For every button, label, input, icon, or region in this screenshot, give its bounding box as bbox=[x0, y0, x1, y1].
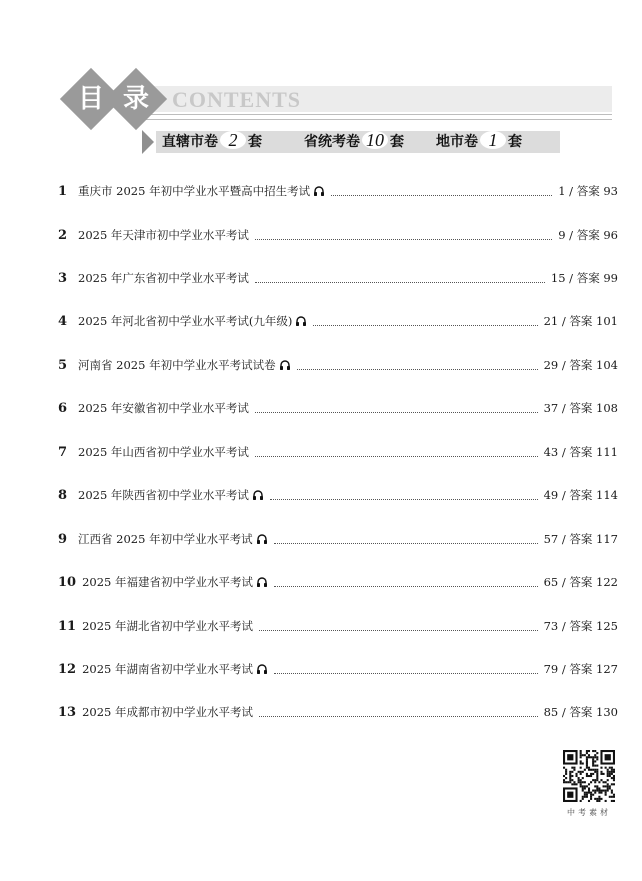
toc-title: 2025 年陕西省初中学业水平考试 bbox=[78, 488, 249, 502]
subtitle-prefix: 地市卷 bbox=[436, 134, 478, 150]
headphones-icon bbox=[279, 359, 291, 371]
toc-entry[interactable] bbox=[58, 658, 618, 680]
qr-code-icon bbox=[563, 750, 615, 802]
headphones-icon bbox=[313, 185, 325, 197]
toc-title: 2025 年山西省初中学业水平考试 bbox=[78, 445, 249, 459]
toc-leader bbox=[331, 187, 552, 196]
toc-leader bbox=[255, 448, 538, 457]
toc-leader bbox=[255, 404, 538, 413]
toc-number: 6 bbox=[58, 400, 68, 416]
toc-entry[interactable] bbox=[58, 354, 618, 376]
toc-entry[interactable] bbox=[58, 310, 618, 332]
toc-page: 29 / 答案 104 bbox=[543, 358, 618, 372]
toc-leader bbox=[297, 361, 538, 370]
toc-entry[interactable] bbox=[58, 397, 618, 419]
toc-page: 85 / 答案 130 bbox=[543, 705, 618, 719]
toc-number: 7 bbox=[58, 444, 68, 460]
toc-entry[interactable] bbox=[58, 528, 618, 550]
arrow-icon bbox=[142, 130, 154, 154]
headphones-icon bbox=[256, 533, 268, 545]
toc-entry[interactable] bbox=[58, 615, 618, 637]
toc-leader bbox=[255, 231, 552, 240]
subtitle-city bbox=[430, 131, 560, 153]
toc-page: 15 / 答案 99 bbox=[550, 271, 618, 285]
subtitle-prefix: 省统考卷 bbox=[304, 134, 360, 150]
qr-caption: 中考素材 bbox=[567, 808, 611, 817]
toc-entry[interactable] bbox=[58, 267, 618, 289]
headphones-icon bbox=[295, 315, 307, 327]
toc-page: 9 / 答案 96 bbox=[558, 228, 618, 242]
headphones-icon bbox=[256, 576, 268, 588]
toc-leader bbox=[270, 491, 538, 500]
toc-title: 2025 年成都市初中学业水平考试 bbox=[82, 705, 254, 719]
toc-title: 重庆市 2025 年初中学业水平暨高中招生考试 bbox=[78, 184, 311, 198]
title-char-1: 目 bbox=[77, 84, 104, 114]
toc-leader bbox=[259, 622, 538, 631]
toc-page: 49 / 答案 114 bbox=[543, 488, 618, 502]
headphones-icon bbox=[256, 663, 268, 675]
contents-word: CONTENTS bbox=[172, 87, 302, 112]
toc-title: 2025 年河北省初中学业水平考试(九年级) bbox=[78, 314, 293, 328]
toc-number: 9 bbox=[58, 531, 68, 547]
toc-number: 10 bbox=[58, 574, 77, 590]
toc-number: 1 bbox=[58, 183, 68, 199]
toc-page: 37 / 答案 108 bbox=[543, 401, 618, 415]
toc-entry[interactable] bbox=[58, 441, 618, 463]
toc-title: 2025 年广东省初中学业水平考试 bbox=[78, 271, 249, 285]
subtitle-row bbox=[142, 130, 562, 154]
toc-title: 2025 年湖北省初中学业水平考试 bbox=[82, 619, 254, 633]
toc-number: 4 bbox=[58, 313, 68, 329]
subtitle-number: 1 bbox=[480, 131, 506, 149]
subtitle-suffix: 套 bbox=[390, 134, 404, 150]
toc-leader bbox=[274, 535, 538, 544]
toc-leader bbox=[274, 665, 538, 674]
toc-page: 65 / 答案 122 bbox=[543, 575, 618, 589]
toc-entry[interactable] bbox=[58, 701, 618, 723]
toc-leader bbox=[259, 708, 538, 717]
subtitle-prefix: 直辖市卷 bbox=[162, 134, 218, 150]
subtitle-number: 2 bbox=[220, 131, 246, 149]
subtitle-suffix: 套 bbox=[248, 134, 262, 150]
toc-entry[interactable] bbox=[58, 180, 618, 202]
toc-leader bbox=[313, 317, 537, 326]
toc-page: 1 / 答案 93 bbox=[558, 184, 618, 198]
toc-entry[interactable] bbox=[58, 571, 618, 593]
toc-page: 21 / 答案 101 bbox=[543, 314, 618, 328]
toc-title: 2025 年福建省初中学业水平考试 bbox=[82, 575, 254, 589]
toc-page: 73 / 答案 125 bbox=[543, 619, 618, 633]
headphones-icon bbox=[252, 489, 264, 501]
subtitle-municipal bbox=[156, 131, 300, 153]
toc-leader bbox=[274, 578, 538, 587]
toc-page: 79 / 答案 127 bbox=[543, 662, 618, 676]
header-rule bbox=[128, 114, 612, 120]
toc-page: 43 / 答案 111 bbox=[543, 445, 618, 459]
title-char-2: 录 bbox=[122, 84, 149, 114]
subtitle-suffix: 套 bbox=[508, 134, 522, 150]
subtitle-provincial bbox=[298, 131, 430, 153]
toc-title: 河南省 2025 年初中学业水平考试试卷 bbox=[78, 358, 276, 372]
toc-number: 3 bbox=[58, 270, 68, 286]
toc-page: 57 / 答案 117 bbox=[543, 532, 618, 546]
toc-title: 江西省 2025 年初中学业水平考试 bbox=[78, 532, 253, 546]
toc-number: 13 bbox=[58, 704, 77, 720]
subtitle-number: 10 bbox=[362, 131, 388, 149]
toc-title: 2025 年天津市初中学业水平考试 bbox=[78, 228, 249, 242]
toc-number: 11 bbox=[58, 618, 77, 634]
toc-leader bbox=[255, 274, 545, 283]
toc-title: 2025 年安徽省初中学业水平考试 bbox=[78, 401, 249, 415]
toc-entry[interactable] bbox=[58, 484, 618, 506]
toc-number: 2 bbox=[58, 227, 68, 243]
toc-entry[interactable] bbox=[58, 224, 618, 246]
toc-title: 2025 年湖南省初中学业水平考试 bbox=[82, 662, 254, 676]
toc-number: 5 bbox=[58, 357, 68, 373]
toc-number: 8 bbox=[58, 487, 68, 503]
toc-number: 12 bbox=[58, 661, 77, 677]
